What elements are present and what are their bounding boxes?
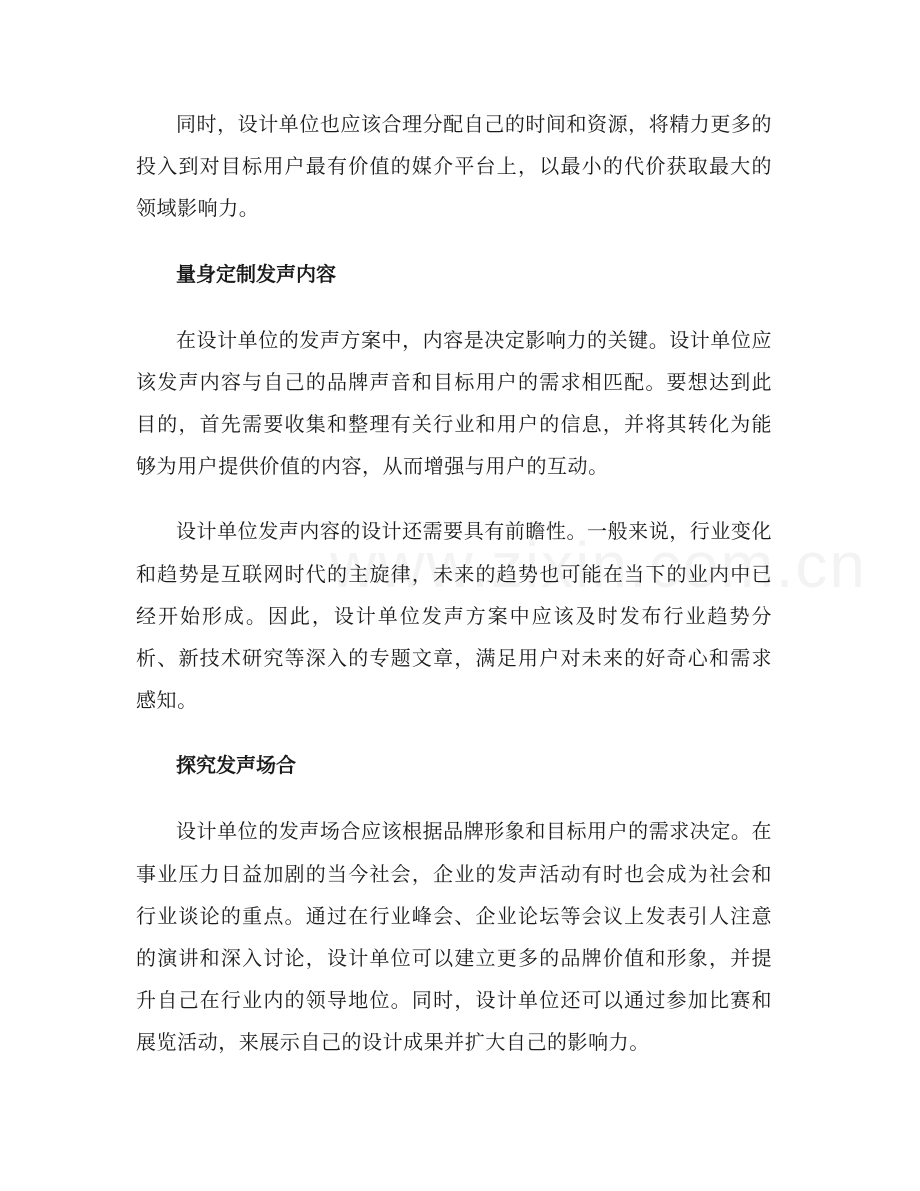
- section-heading-custom-content: 量身定制发声内容: [176, 261, 336, 286]
- paragraph-occasions: 设计单位的发声场合应该根据品牌形象和目标用户的需求决定。在事业压力日益加剧的当今社会，企业的发声活动有时也会成为社会和行业谈论的重点。通过在行业峰会、企业论坛等会议上发表引人注意的演讲和深入讨论，设计单位可以建立更多的品牌价值和形象，并提升自己在行业内的领导地位。同时，设计单位还可以通过参加比赛和展览活动，来展示自己的设计成果并扩大自己的影响力。: [136, 819, 772, 1055]
- document-body: [136, 103, 772, 1087]
- section-heading-occasions: 探究发声场合: [176, 753, 296, 778]
- paragraph-resource-allocation: 同时，设计单位也应该合理分配自己的时间和资源，将精力更多的投入到对目标用户最有价值的媒介平台上，以最小的代价获取最大的领域影响力。: [136, 112, 772, 221]
- paragraph-forward-looking: 设计单位发声内容的设计还需要具有前瞻性。一般来说，行业变化和趋势是互联网时代的主旋律，未来的趋势也可能在当下的业内中已经开始形成。因此，设计单位发声方案中应该及时发布行业趋势分析、新技术研究等深入的专题文章，满足用户对未来的好奇心和需求感知。: [136, 519, 772, 713]
- paragraph-content-key: 在设计单位的发声方案中，内容是决定影响力的关键。设计单位应该发声内容与自己的品牌声音和目标用户的需求相匹配。要想达到此目的，首先需要收集和整理有关行业和用户的信息，并将其转化为能够为用户提供价值的内容，从而增强与用户的互动。: [136, 327, 772, 479]
